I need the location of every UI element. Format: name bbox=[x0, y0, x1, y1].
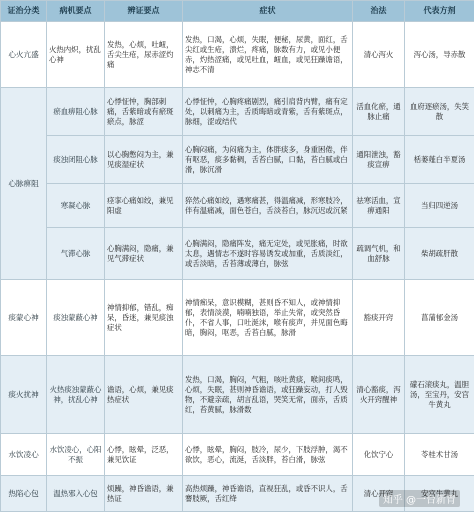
category-cell: 心脉痹阻 bbox=[1, 88, 47, 280]
key-points-cell: 谵语，心烦，兼见痰热症状 bbox=[105, 356, 183, 434]
header-symptoms: 症状 bbox=[183, 1, 353, 22]
treatment-cell: 清心开窍 bbox=[353, 476, 405, 512]
mechanism-cell: 火热痰浊蒙蔽心神，扰乱心神 bbox=[47, 356, 105, 434]
formula-cell: 泻心汤，导赤散 bbox=[405, 22, 474, 88]
key-points-cell: 心悸怔忡，胸部刺痛，舌紫暗或有瘀斑瘀点，脉涩 bbox=[105, 88, 183, 136]
treatment-cell: 活血化瘀，通脉止痛 bbox=[353, 88, 405, 136]
symptoms-cell: 发热，口渴，胸闷，气粗，咳吐黄痰，喉间痰鸣，心烦，失眠，甚则神昏谵语，或狂躁妄动，打人毁物，不避亲疏，胡言乱语，哭笑无常，面赤，舌质红，苔黄腻，脉滑数 bbox=[183, 356, 353, 434]
table-row bbox=[1, 22, 474, 88]
formula-cell: 柴胡疏肝散 bbox=[405, 228, 474, 280]
key-points-cell: 痉挛心痛如绞，兼见阳虚 bbox=[105, 184, 183, 228]
formula-cell: 礞石滚痰丸，温胆汤，至宝丹，安宫牛黄丸 bbox=[405, 356, 474, 434]
mechanism-cell: 水饮凌心，心阳不振 bbox=[47, 434, 105, 476]
treatment-cell: 祛寒活血，宣痹通阳 bbox=[353, 184, 405, 228]
key-points-cell: 心悸，眩晕，泛恶，兼见饮证 bbox=[105, 434, 183, 476]
formula-cell: 当归四逆汤 bbox=[405, 184, 474, 228]
treatment-cell: 通阳泄浊，豁痰宣痹 bbox=[353, 136, 405, 184]
mechanism-cell: 气滞心脉 bbox=[47, 228, 105, 280]
key-points-cell: 心胸满闷，隐痛，兼见气滞症状 bbox=[105, 228, 183, 280]
formula-cell: 栝蒌薤白半夏汤 bbox=[405, 136, 474, 184]
formula-cell: 安宫牛黄丸 bbox=[405, 476, 474, 512]
formula-cell: 血府逐瘀汤，失笑散 bbox=[405, 88, 474, 136]
mechanism-cell: 火热内炽，扰乱心神 bbox=[47, 22, 105, 88]
table-row bbox=[1, 228, 474, 280]
table-row bbox=[1, 136, 474, 184]
header-formula: 代表方剂 bbox=[405, 1, 474, 22]
mechanism-cell: 痰浊闭阻心脉 bbox=[47, 136, 105, 184]
category-cell: 心火亢盛 bbox=[1, 22, 47, 88]
header-key-points: 辨证要点 bbox=[105, 1, 183, 22]
table-row bbox=[1, 184, 474, 228]
treatment-cell: 清心泻火 bbox=[353, 22, 405, 88]
key-points-cell: 烦躁，神昏谵语，兼热证 bbox=[105, 476, 183, 512]
header-row bbox=[1, 1, 474, 22]
mechanism-cell: 寒凝心脉 bbox=[47, 184, 105, 228]
symptoms-cell: 发热，口渴，心烦，失眠，便秘，尿黄，面红，舌尖红或生疮，溃烂，疼痛，脉数有力，或见小便赤，灼热涩痛，或见吐血，衄血，或见狂躁谵语，神志不清 bbox=[183, 22, 353, 88]
table-row bbox=[1, 434, 474, 476]
mechanism-cell: 瘀血痹阻心脉 bbox=[47, 88, 105, 136]
header-mechanism: 病机要点 bbox=[47, 1, 105, 22]
table-row bbox=[1, 88, 474, 136]
symptoms-cell: 心悸，眩晕，胸闷，肢冷，尿少，下肢浮肿，渴不欲饮，恶心，流涎，舌淡胖，苔白滑，脉弦 bbox=[183, 434, 353, 476]
table-row bbox=[1, 280, 474, 356]
mechanism-cell: 温热邪入心包 bbox=[47, 476, 105, 512]
treatment-cell: 化饮宁心 bbox=[353, 434, 405, 476]
header-category: 证治分类 bbox=[1, 1, 47, 22]
symptoms-cell: 高热烦躁，神昏谵语，直视狂乱，或昏不识人，舌謇肢厥，舌红绛 bbox=[183, 476, 353, 512]
treatment-cell: 清心豁痰，泻火开窍醒神 bbox=[353, 356, 405, 434]
key-points-cell: 发热，心烦，吐衄，舌尖生疮，尿赤涩灼痛 bbox=[105, 22, 183, 88]
treatment-cell: 豁痰开窍 bbox=[353, 280, 405, 356]
symptoms-cell: 心胸闷痛，为闷痛为主，体胖痰多，身重困倦，伴有呕恶，痰多黏稠，舌苔白腻，口黏，苔白腻或白滑，脉沉滑 bbox=[183, 136, 353, 184]
symptoms-cell: 猝然心痛如绞，遇寒痛甚，得温痛减，形寒肢冷，伴有温痛减，面色苍白，舌淡苔白，脉沉迟或沉紧 bbox=[183, 184, 353, 228]
table-row bbox=[1, 356, 474, 434]
header-treatment: 治法 bbox=[353, 1, 405, 22]
key-points-cell: 以心胸憋闷为主，兼见痰湿症状 bbox=[105, 136, 183, 184]
category-cell: 水饮凌心 bbox=[1, 434, 47, 476]
symptoms-cell: 心胸满闷，隐痛阵发，痛无定处，或见胀痛，时欲太息，遇情志不遂时容易诱发或加重，舌质淡红，或舌淡暗，舌苔薄或薄白，脉弦 bbox=[183, 228, 353, 280]
treatment-cell: 疏调气机，和血舒脉 bbox=[353, 228, 405, 280]
key-points-cell: 神情抑郁，错乱，痴呆，昏迷，兼见痰浊症状 bbox=[105, 280, 183, 356]
category-cell: 痰火扰神 bbox=[1, 356, 47, 434]
formula-cell: 苓桂术甘汤 bbox=[405, 434, 474, 476]
mechanism-cell: 痰浊蒙蔽心神 bbox=[47, 280, 105, 356]
symptoms-cell: 神情痴呆，意识模糊，甚则昏不知人，或神情抑郁，表情淡漠，喃喃独语，举止失常，或突然昏仆，不省人事，口吐涎沫，喉有痰声，并见面色晦暗，胸闷，呕恶，舌苔白腻，脉滑 bbox=[183, 280, 353, 356]
symptoms-cell: 心悸怔忡，心胸疼痛剧烈，痛引肩背内臂，痛有定处，以刺痛为主，舌质晦暗或青紫，舌有紫斑点，脉细，涩或结代 bbox=[183, 88, 353, 136]
category-cell: 热陷心包 bbox=[1, 476, 47, 512]
formula-cell: 菖蒲郁金汤 bbox=[405, 280, 474, 356]
watermark: 知乎 @一台新胃 bbox=[379, 490, 460, 507]
category-cell: 痰蒙心神 bbox=[1, 280, 47, 356]
